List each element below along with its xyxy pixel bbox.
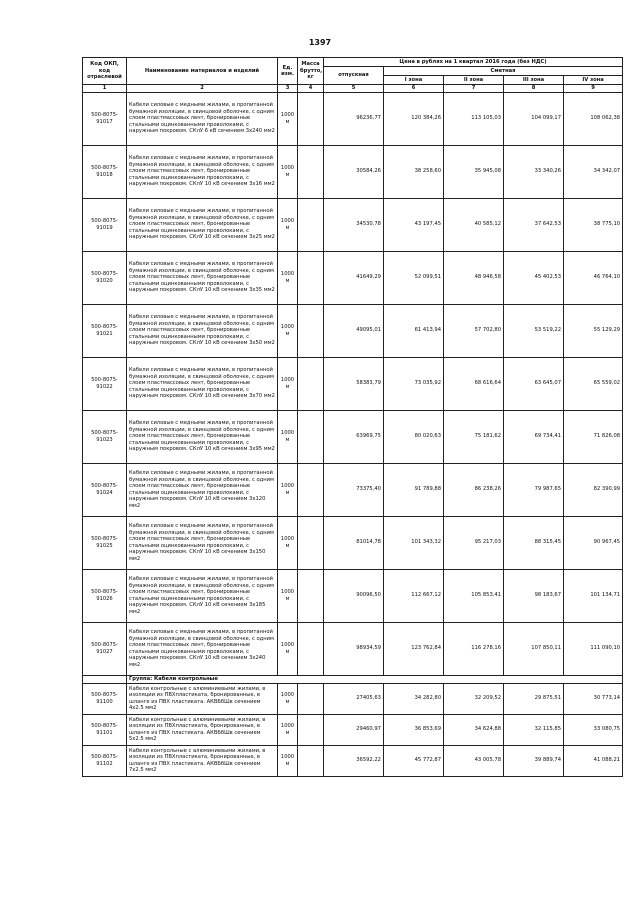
table-row: [83, 145, 623, 198]
item-unit: 1000 м: [278, 683, 298, 714]
item-unit: 1000 м: [278, 357, 298, 410]
group-body: [83, 675, 623, 683]
column-number: 9: [564, 85, 623, 93]
price-zone3: 32 115,85: [504, 714, 564, 745]
table-row: [83, 410, 623, 463]
price-release: 63969,75: [324, 410, 384, 463]
item-mass: [298, 198, 324, 251]
price-zone3: 98 183,67: [504, 569, 564, 622]
price-zone1: 120 384,26: [384, 92, 444, 145]
item-unit: 1000 м: [278, 714, 298, 745]
price-zone3: 29 875,51: [504, 683, 564, 714]
price-release: 34530,78: [324, 198, 384, 251]
item-mass: [298, 251, 324, 304]
item-code: 500-8075-91101: [83, 714, 127, 745]
table-row: [83, 92, 623, 145]
price-release: 30584,26: [324, 145, 384, 198]
item-code: 500-8075-91026: [83, 569, 127, 622]
price-release: 29460,97: [324, 714, 384, 745]
item-unit: 1000 м: [278, 745, 298, 776]
item-mass: [298, 92, 324, 145]
price-zone1: 52 099,51: [384, 251, 444, 304]
price-zone3: 33 340,26: [504, 145, 564, 198]
price-zone1: 80 020,63: [384, 410, 444, 463]
power-cables-body: [83, 92, 623, 675]
price-zone4: 65 559,02: [564, 357, 623, 410]
table-row: [83, 357, 623, 410]
price-zone3: 107 850,11: [504, 622, 564, 675]
header-zone2: II зона: [444, 76, 504, 85]
price-zone1: 123 762,84: [384, 622, 444, 675]
item-name: Кабели контрольные с алюминиевыми жилами, в изоляции из ПВХпластиката, бронированные, в шланге из ПВХ пластиката. АКВБбШв сечением 4х2.5 мм2: [127, 683, 278, 714]
price-zone3: 37 642,53: [504, 198, 564, 251]
price-zone3: 79 987,65: [504, 463, 564, 516]
price-zone4: 46 764,10: [564, 251, 623, 304]
price-zone2: 113 105,03: [444, 92, 504, 145]
price-zone4: 90 967,45: [564, 516, 623, 569]
price-zone1: 36 853,69: [384, 714, 444, 745]
item-name: Кабели силовые с медными жилами, в пропитанной бумажной изоляции, в свинцовой оболочке, с одним слоем пластмассовых лент, бронированные стальными оцинкованными проволоками, с наружным покровом. СКлУ 10 кВ сечением 3х25 мм2: [127, 198, 278, 251]
header-estimate: Сметная: [384, 67, 623, 76]
item-code: 500-8075-91017: [83, 92, 127, 145]
price-zone1: 73 035,92: [384, 357, 444, 410]
item-name: Кабели силовые с медными жилами, в пропитанной бумажной изоляции, в свинцовой оболочке, с одним слоем пластмассовых лент, бронированные стальными оцинкованными проволоками, с наружным покровом. СКлУ 10 кВ сечением 3х70 мм2: [127, 357, 278, 410]
price-zone4: 82 390,99: [564, 463, 623, 516]
item-code: 500-8075-91027: [83, 622, 127, 675]
header-unit: Ед. изм.: [278, 58, 298, 85]
header-price-title: Цена в рублях на 1 квартал 2016 года (без НДС): [324, 58, 623, 67]
table-header: [83, 58, 623, 93]
item-mass: [298, 145, 324, 198]
table-row: [83, 304, 623, 357]
item-unit: 1000 м: [278, 92, 298, 145]
price-zone2: 40 585,12: [444, 198, 504, 251]
item-unit: 1000 м: [278, 251, 298, 304]
price-zone2: 57 702,80: [444, 304, 504, 357]
item-code: 500-8075-91019: [83, 198, 127, 251]
price-zone3: 69 734,41: [504, 410, 564, 463]
price-zone4: 30 773,14: [564, 683, 623, 714]
table-row: [83, 714, 623, 745]
item-name: Кабели силовые с медными жилами, в пропитанной бумажной изоляции, в свинцовой оболочке, с одним слоем пластмассовых лент, бронированные стальными оцинкованными проволоками, с наружным покровом. СКлУ 10 кВ сечением 3х16 мм2: [127, 145, 278, 198]
price-zone4: 34 342,07: [564, 145, 623, 198]
price-zone3: 88 315,45: [504, 516, 564, 569]
item-mass: [298, 745, 324, 776]
item-name: Кабели контрольные с алюминиевыми жилами, в изоляции из ПВХпластиката, бронированные, в шланге из ПВХ пластиката. АКВБбШв сечением 5х2.5 мм2: [127, 714, 278, 745]
header-zone1: I зона: [384, 76, 444, 85]
price-release: 41649,29: [324, 251, 384, 304]
price-release: 27405,63: [324, 683, 384, 714]
item-name: Кабели силовые с медными жилами, в пропитанной бумажной изоляции, в свинцовой оболочке, с одним слоем пластмассовых лент, бронированные стальными оцинкованными проволоками, с наружным покровом. СКлУ 10 кВ сечением 3х35 мм2: [127, 251, 278, 304]
price-zone4: 111 090,10: [564, 622, 623, 675]
price-zone2: 35 945,08: [444, 145, 504, 198]
item-name: Кабели силовые с медными жилами, в пропитанной бумажной изоляции, в свинцовой оболочке, с одним слоем пластмассовых лент, бронированные стальными оцинкованными проволоками, с наружным покровом. СКлУ 10 кВ сечением 3х120 мм2: [127, 463, 278, 516]
group-label: Группа: Кабели контрольные: [127, 675, 623, 683]
price-zone2: 95 217,03: [444, 516, 504, 569]
header-name: Наименование материалов и изделий: [127, 58, 278, 85]
price-zone3: 45 402,53: [504, 251, 564, 304]
control-cables-body: [83, 683, 623, 776]
item-mass: [298, 304, 324, 357]
price-zone4: 71 826,08: [564, 410, 623, 463]
price-zone2: 43 005,78: [444, 745, 504, 776]
price-zone2: 34 624,88: [444, 714, 504, 745]
item-code: 500-8075-91100: [83, 683, 127, 714]
price-zone2: 48 946,58: [444, 251, 504, 304]
price-zone1: 101 343,32: [384, 516, 444, 569]
column-number: 2: [127, 85, 278, 93]
price-zone2: 32 209,52: [444, 683, 504, 714]
price-release: 98934,59: [324, 622, 384, 675]
column-number: 8: [504, 85, 564, 93]
price-zone3: 39 889,74: [504, 745, 564, 776]
table-row: [83, 683, 623, 714]
price-zone4: 108 062,38: [564, 92, 623, 145]
item-code: 500-8075-91020: [83, 251, 127, 304]
price-release: 73375,40: [324, 463, 384, 516]
item-code: 500-8075-91102: [83, 745, 127, 776]
item-name: Кабели силовые с медными жилами, в пропитанной бумажной изоляции, в свинцовой оболочке, с одним слоем пластмассовых лент, бронированные стальными оцинкованными проволоками, с наружным покровом. СКлУ 6 кВ сечением 3х240 мм2: [127, 92, 278, 145]
price-zone1: 34 282,80: [384, 683, 444, 714]
group-code-cell: [83, 675, 127, 683]
price-zone2: 68 616,64: [444, 357, 504, 410]
price-zone2: 105 853,41: [444, 569, 504, 622]
item-mass: [298, 622, 324, 675]
item-name: Кабели силовые с медными жилами, в пропитанной бумажной изоляции, в свинцовой оболочке, с одним слоем пластмассовых лент, бронированные стальными оцинкованными проволоками, с наружным покровом. СКлУ 10 кВ сечением 3х240 мм2: [127, 622, 278, 675]
price-zone1: 43 197,45: [384, 198, 444, 251]
price-zone4: 33 080,75: [564, 714, 623, 745]
item-code: 500-8075-91022: [83, 357, 127, 410]
item-name: Кабели силовые с медными жилами, в пропитанной бумажной изоляции, в свинцовой оболочке, с одним слоем пластмассовых лент, бронированные стальными оцинкованными проволоками, с наружным покровом. СКлУ 10 кВ сечением 3х150 мм2: [127, 516, 278, 569]
column-number: 4: [298, 85, 324, 93]
price-zone4: 101 134,71: [564, 569, 623, 622]
price-zone1: 112 667,12: [384, 569, 444, 622]
price-release: 49095,01: [324, 304, 384, 357]
price-zone1: 38 258,60: [384, 145, 444, 198]
table-row: [83, 516, 623, 569]
item-mass: [298, 516, 324, 569]
item-mass: [298, 714, 324, 745]
table-row: [83, 569, 623, 622]
table-row: [83, 622, 623, 675]
header-zone3: III зона: [504, 76, 564, 85]
item-unit: 1000 м: [278, 463, 298, 516]
item-unit: 1000 м: [278, 410, 298, 463]
column-number: 7: [444, 85, 504, 93]
price-zone2: 86 238,26: [444, 463, 504, 516]
item-unit: 1000 м: [278, 198, 298, 251]
item-mass: [298, 463, 324, 516]
price-release: 58383,79: [324, 357, 384, 410]
price-release: 96236,77: [324, 92, 384, 145]
item-code: 500-8075-91018: [83, 145, 127, 198]
price-zone4: 55 129,29: [564, 304, 623, 357]
item-name: Кабели контрольные с алюминиевыми жилами, в изоляции из ПВХпластиката, бронированные, в шланге из ПВХ пластиката. АКВБбШв сечением 7х2.5 мм2: [127, 745, 278, 776]
price-zone4: 41 088,21: [564, 745, 623, 776]
item-code: 500-8075-91023: [83, 410, 127, 463]
item-unit: 1000 м: [278, 622, 298, 675]
column-number: 5: [324, 85, 384, 93]
price-zone1: 45 772,87: [384, 745, 444, 776]
item-mass: [298, 357, 324, 410]
price-table: [82, 57, 623, 777]
price-release: 90096,50: [324, 569, 384, 622]
item-mass: [298, 683, 324, 714]
price-zone3: 53 519,22: [504, 304, 564, 357]
header-release: отпускная: [324, 67, 384, 85]
item-code: 500-8075-91024: [83, 463, 127, 516]
column-number: 3: [278, 85, 298, 93]
page-number: 1397: [308, 38, 332, 47]
price-zone2: 116 278,16: [444, 622, 504, 675]
column-numbers-row: [83, 85, 623, 93]
item-unit: 1000 м: [278, 304, 298, 357]
item-unit: 1000 м: [278, 145, 298, 198]
price-release: 81014,78: [324, 516, 384, 569]
price-zone3: 104 099,17: [504, 92, 564, 145]
item-unit: 1000 м: [278, 569, 298, 622]
table-row: [83, 198, 623, 251]
item-mass: [298, 410, 324, 463]
column-number: 1: [83, 85, 127, 93]
price-zone4: 38 775,10: [564, 198, 623, 251]
table-row: [83, 745, 623, 776]
header-mass: Масса брутто, кг: [298, 58, 324, 85]
item-mass: [298, 569, 324, 622]
column-number: 6: [384, 85, 444, 93]
item-unit: 1000 м: [278, 516, 298, 569]
item-name: Кабели силовые с медными жилами, в пропитанной бумажной изоляции, в свинцовой оболочке, с одним слоем пластмассовых лент, бронированные стальными оцинкованными проволоками, с наружным покровом. СКлУ 10 кВ сечением 3х95 мм2: [127, 410, 278, 463]
item-name: Кабели силовые с медными жилами, в пропитанной бумажной изоляции, в свинцовой оболочке, с одним слоем пластмассовых лент, бронированные стальными оцинкованными проволоками, с наружным покровом. СКлУ 10 кВ сечением 3х185 мм2: [127, 569, 278, 622]
table-row: [83, 251, 623, 304]
price-zone1: 91 789,88: [384, 463, 444, 516]
item-name: Кабели силовые с медными жилами, в пропитанной бумажной изоляции, в свинцовой оболочке, с одним слоем пластмассовых лент, бронированные стальными оцинкованными проволоками, с наружным покровом. СКлУ 10 кВ сечением 3х50 мм2: [127, 304, 278, 357]
header-zone4: IV зона: [564, 76, 623, 85]
header-code: Код ОКП, код отраслевой: [83, 58, 127, 85]
table-row: [83, 463, 623, 516]
item-code: 500-8075-91021: [83, 304, 127, 357]
price-zone3: 63 645,07: [504, 357, 564, 410]
price-zone1: 61 413,94: [384, 304, 444, 357]
price-release: 36592,22: [324, 745, 384, 776]
item-code: 500-8075-91025: [83, 516, 127, 569]
price-zone2: 75 181,62: [444, 410, 504, 463]
